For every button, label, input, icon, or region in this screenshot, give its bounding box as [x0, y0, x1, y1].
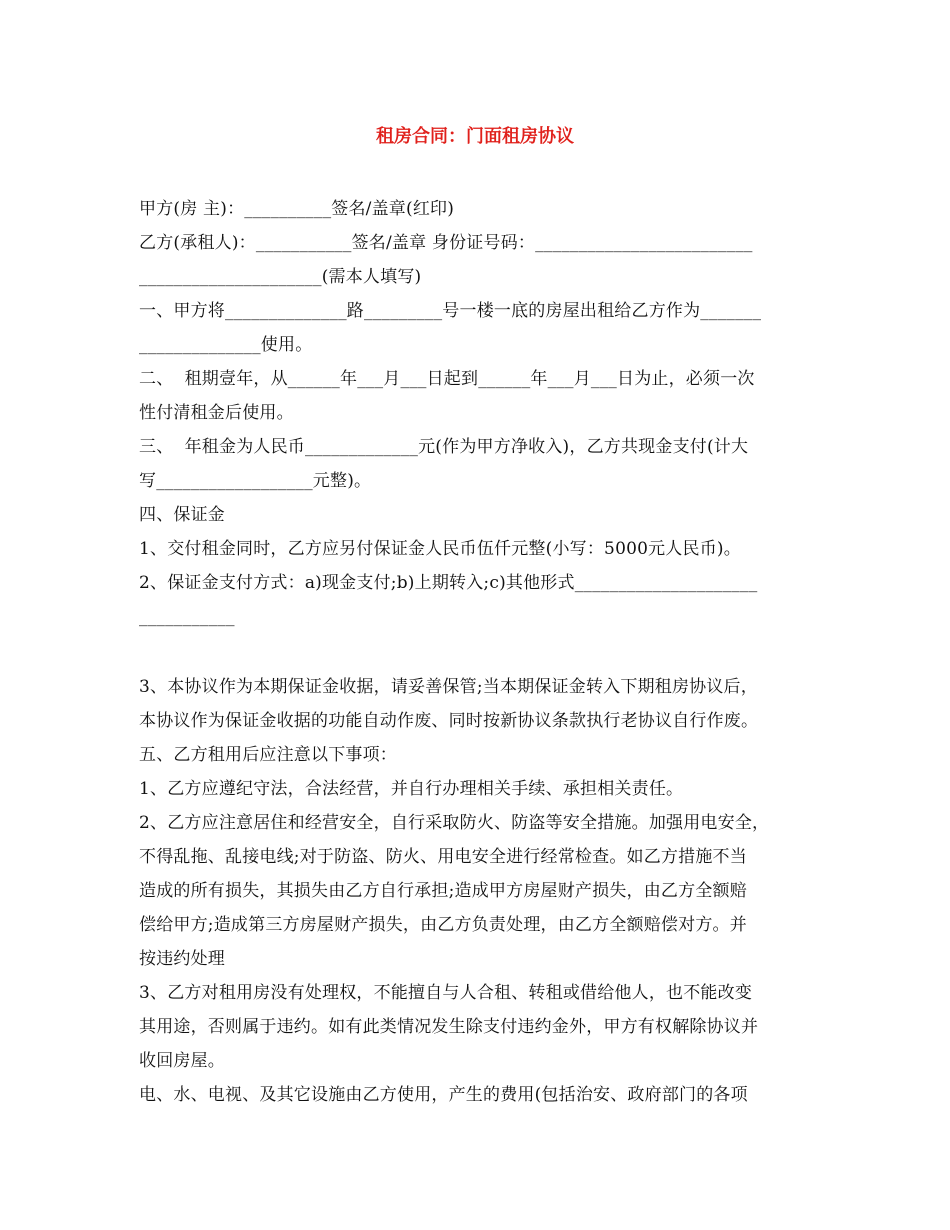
deposit-item-2: ___________ — [139, 607, 235, 627]
clause-2-line: 性付清租金后使用。 — [139, 403, 294, 423]
notes-item-2: 2、乙方应注意居住和经营安全，自行采取防火、防盗等安全措施。加强用电安全， — [139, 813, 770, 833]
notes-item-2: 造成的所有损失，其损失由乙方自行承担;造成甲方房屋财产损失，由乙方全额赔 — [139, 881, 747, 901]
deposit-item-3: 3、本协议作为本期保证金收据，请妥善保管;当本期保证金转入下期租房协议后， — [139, 677, 758, 697]
spacer — [139, 634, 819, 670]
clause-1-line: ______________使用。 — [139, 335, 313, 355]
utilities-line: 电、水、电视、及其它设施由乙方使用，产生的费用(包括治安、政府部门的各项 — [139, 1085, 748, 1105]
clause-1-line: 一、甲方将______________路_________号一楼一底的房屋出租给乙方作为_______ — [139, 301, 762, 321]
deposit-item-2: 2、保证金支付方式：a)现金支付;b)上期转入;c)其他形式_____________________ — [139, 573, 758, 593]
party-a-line: 甲方(房 主)：__________签名/盖章(红印) — [139, 199, 455, 219]
notes-item-2: 偿给甲方;造成第三方房屋财产损失，由乙方负责处理，由乙方全额赔偿对方。并 — [139, 915, 747, 935]
deposit-item-3: 本协议作为保证金收据的功能自动作废、同时按新协议条款执行老协议自行作废。 — [139, 711, 759, 731]
notes-item-3: 3、乙方对租用房没有处理权，不能擅自与人合租、转租或借给他人，也不能改变 — [139, 983, 753, 1003]
notes-item-2: 不得乱拖、乱接电线;对于防盗、防火、用电安全进行经常检查。如乙方措施不当 — [139, 847, 747, 867]
notes-item-3: 收回房屋。 — [139, 1051, 225, 1071]
section-deposit-heading: 四、保证金 — [139, 505, 225, 525]
deposit-item-1: 1、交付租金同时，乙方应另付保证金人民币伍仟元整(小写：5000元人民币)。 — [139, 539, 741, 559]
notes-item-3: 其用途，否则属于违约。如有此类情况发生除支付违约金外，甲方有权解除协议并 — [139, 1017, 759, 1037]
section-notes-heading: 五、乙方租用后应注意以下事项： — [139, 745, 397, 765]
party-b-line: 乙方(承租人)：___________签名/盖章 身份证号码：_________________________ — [139, 233, 753, 253]
clause-3-line: 写__________________元整)。 — [139, 471, 372, 491]
clause-2-line: 二、 租期壹年，从______年___月___日起到______年___月___日为止，必须一次 — [139, 369, 755, 389]
document-body — [139, 192, 819, 1112]
party-b-id-line: _____________________(需本人填写) — [139, 267, 422, 287]
notes-item-1: 1、乙方应遵纪守法，合法经营，并自行办理相关手续、承担相关责任。 — [139, 779, 684, 799]
document-title: 租房合同：门面租房协议 — [376, 126, 574, 147]
notes-item-2: 按违约处理 — [139, 949, 225, 969]
clause-3-line: 三、 年租金为人民币_____________元(作为甲方净收入)，乙方共现金支付(计大 — [139, 437, 749, 457]
